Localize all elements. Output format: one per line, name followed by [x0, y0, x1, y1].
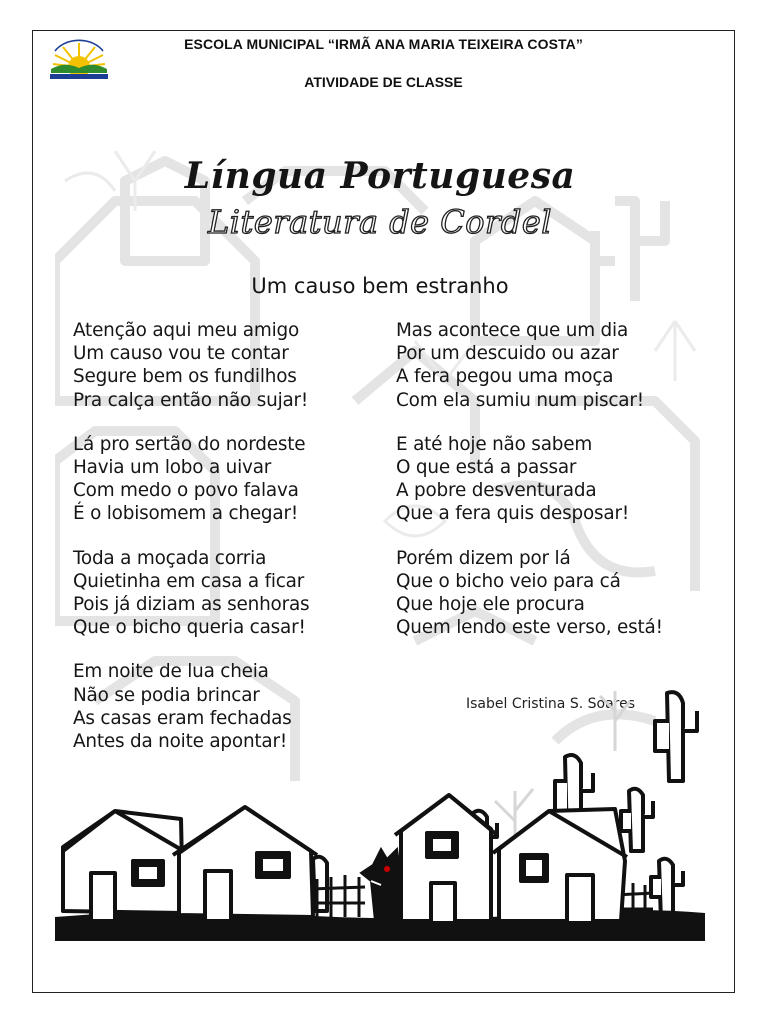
worksheet-page — [32, 30, 735, 993]
verse-line: Que o bicho veio para cá — [396, 570, 621, 592]
verse-line: Que hoje ele procura — [396, 594, 585, 616]
stanza — [396, 319, 706, 412]
cordel-illustration — [55, 141, 705, 941]
verse-line: Quem lendo este verso, está! — [396, 617, 663, 639]
poem-title: Um causo bem estranho — [251, 274, 509, 298]
verse-line: Que o bicho queria casar! — [73, 617, 306, 639]
stanza — [396, 433, 706, 526]
verse-line: Não se podia brincar — [73, 684, 260, 706]
house-icon — [493, 809, 627, 921]
verse-line: O que está a passar — [396, 457, 577, 479]
poem-author: Isabel Cristina S. Soares — [466, 696, 636, 712]
verse-line: Com medo o povo falava — [73, 480, 299, 502]
verse-line: Um causo vou te contar — [73, 343, 289, 365]
school-name: ESCOLA MUNICIPAL “IRMÃ ANA MARIA TEIXEIRA COSTA” — [184, 36, 583, 52]
stanza — [396, 547, 706, 640]
verse-line: As casas eram fechadas — [73, 707, 292, 729]
verse-line: Antes da noite apontar! — [73, 731, 288, 753]
verse-line: A pobre desventurada — [396, 480, 597, 502]
verse-line: A fera pegou uma moça — [396, 366, 614, 388]
verse-line: Segure bem os fundilhos — [73, 366, 297, 388]
house-icon — [173, 807, 317, 919]
verse-line: Por um descuido ou azar — [396, 343, 619, 365]
verse-line: Toda a moçada corria — [73, 547, 267, 569]
poem-column-right — [396, 319, 706, 660]
house-icon — [63, 811, 187, 919]
verse-line: É o lobisomem a chegar! — [73, 503, 299, 525]
stanza — [73, 547, 383, 640]
verse-line: Em noite de lua cheia — [73, 661, 269, 683]
verse-line: Mas acontece que um dia — [396, 320, 629, 341]
verse-line: Que a fera quis desposar! — [396, 503, 630, 525]
verse-line: Atenção aqui meu amigo — [73, 320, 300, 341]
activity-title: ATIVIDADE DE CLASSE — [304, 74, 463, 90]
verse-line: E até hoje não sabem — [396, 433, 593, 455]
verse-line: Com ela sumiu num piscar! — [396, 389, 644, 411]
village-scene-icon — [55, 681, 705, 941]
verse-line: Lá pro sertão do nordeste — [73, 433, 306, 455]
stanza — [73, 433, 383, 526]
genre-subtitle: Literatura de Cordel — [208, 203, 552, 241]
verse-line: Pois já diziam as senhoras — [73, 594, 310, 616]
verse-line: Pra calça então não sujar! — [73, 389, 309, 411]
verse-line: Havia um lobo a uivar — [73, 457, 272, 479]
verse-line: Porém dizem por lá — [396, 547, 571, 569]
subject-title: Língua Portuguesa — [184, 155, 576, 197]
verse-line: Quietinha em casa a ficar — [73, 570, 305, 592]
stanza — [73, 319, 383, 412]
